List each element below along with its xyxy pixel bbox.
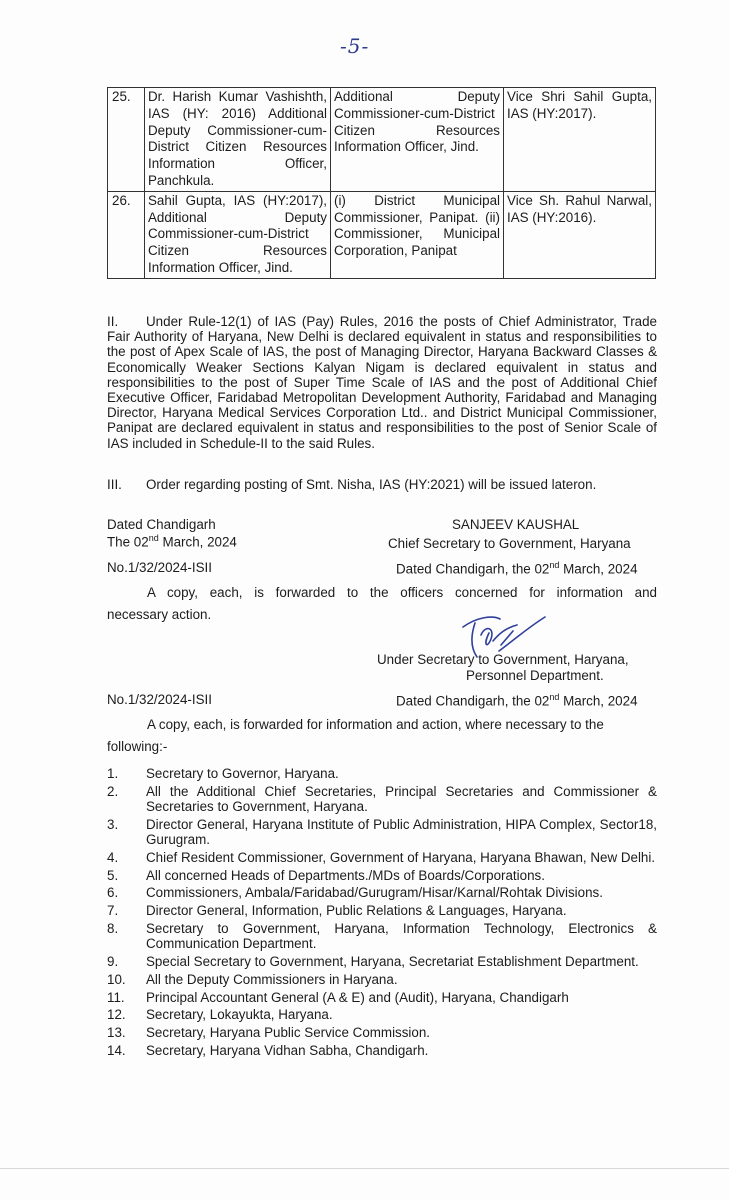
reference-number: No.1/32/2024-ISII <box>107 560 212 575</box>
list-item-number: 7. <box>107 903 119 919</box>
list-item <box>107 850 657 865</box>
list-item <box>107 990 657 1005</box>
under-secretary-title: Under Secretary to Government, Haryana, <box>377 652 629 667</box>
list-item <box>107 1007 657 1022</box>
date-suffix: nd <box>549 692 560 702</box>
list-item-number: 1. <box>107 766 119 781</box>
date-text: Dated Chandigarh, the 02 <box>396 561 550 577</box>
list-item-number: 12. <box>107 1007 126 1023</box>
list-item-number: 5. <box>107 867 119 883</box>
copy-forward-text: A copy, each, is forwarded to the officers concerned for information and <box>147 585 657 600</box>
paragraph-ii <box>107 314 657 451</box>
list-item-text: Commissioners, Ambala/Faridabad/Gurugram/Hisar/Karnal/Rohtak Divisions. <box>146 885 603 901</box>
vice-cell: Vice Sh. Rahul Narwal, IAS (HY:2016). <box>504 191 656 278</box>
paragraph-text: Under Rule-12(1) of IAS (Pay) Rules, 2016 the posts of Chief Administrator, Trade Fair Authority of Haryana, New Delhi is declared equivalent in status and responsibilities to the post of Apex Scale of IAS, the post of Managing Director, Haryana Backward Classes & Economically Weaker Sections Kalyan Nigam is declared equivalent in status and responsibilities to the post of Super Time Scale of IAS and the post of Additional Chief Executive Officer, Faridabad Metropolitan Development Authority, Faridabad and Managing Director, Haryana Medical Services Corporation Ltd.. and District Municipal Commissioner, Panipat are declared equivalent in status and responsibilities to the post of Senior Scale of IAS included in Schedule-II to the said Rules. <box>107 314 657 451</box>
list-item-text: Secretary, Lokayukta, Haryana. <box>146 1007 333 1023</box>
list-item-text: Secretary to Governor, Haryana. <box>146 766 339 781</box>
list-item <box>107 885 657 900</box>
page-number: -5- <box>340 34 370 58</box>
list-item <box>107 1025 657 1040</box>
vice-cell: Vice Shri Sahil Gupta, IAS (HY:2017). <box>504 88 656 192</box>
list-item-number: 3. <box>107 816 119 832</box>
officer-cell: Dr. Harish Kumar Vashishth, IAS (HY: 2016) Additional Deputy Commissioner-cum-District Citizen Resources Information Officer, Panchkula. <box>145 88 331 192</box>
list-item-text: Director General, Haryana Institute of Public Administration, HIPA Complex, Sector18, Gurugram. <box>146 816 657 847</box>
list-item-number: 8. <box>107 920 119 936</box>
date-text: Dated Chandigarh, the 02 <box>396 693 550 709</box>
list-item-number: 14. <box>107 1042 126 1058</box>
page-bottom-rule <box>0 1168 729 1169</box>
list-item-number: 10. <box>107 971 126 987</box>
list-item <box>107 972 657 987</box>
department-name: Personnel Department. <box>466 668 604 683</box>
list-item-text: All the Additional Chief Secretaries, Principal Secretaries and Commissioner & Secretaries to Government, Haryana. <box>146 783 657 814</box>
posting-cell: Additional Deputy Commissioner-cum-District Citizen Resources Information Officer, Jind. <box>331 88 504 192</box>
row-number: 25. <box>108 88 145 192</box>
list-item-number: 2. <box>107 783 119 799</box>
date-suffix: nd <box>148 533 159 543</box>
recipient-list <box>107 766 657 1061</box>
list-item <box>107 954 657 969</box>
list-item <box>107 766 657 781</box>
paragraph-text: Order regarding posting of Smt. Nisha, IAS (HY:2021) will be issued lateron. <box>146 477 597 492</box>
row-number: 26. <box>108 191 145 278</box>
table-row <box>108 88 656 192</box>
reference-number: No.1/32/2024-ISII <box>107 692 212 707</box>
posting-cell: (i) District Municipal Commissioner, Panipat. (ii) Commissioner, Municipal Corporation, Panipat <box>331 191 504 278</box>
list-item-number: 4. <box>107 849 119 865</box>
list-item-text: Principal Accountant General (A & E) and (Audit), Haryana, Chandigarh <box>146 989 569 1005</box>
list-item <box>107 817 657 847</box>
signatory-name: SANJEEV KAUSHAL <box>452 517 580 532</box>
list-item-text: Chief Resident Commissioner, Government of Haryana, Haryana Bhawan, New Delhi. <box>146 849 656 865</box>
paragraph-marker: III. <box>107 477 122 492</box>
copy-forward-text: necessary action. <box>107 607 212 622</box>
list-item-text: Director General, Information, Public Relations & Languages, Haryana. <box>146 903 567 919</box>
list-item-text: Special Secretary to Government, Haryana, Secretariat Establishment Department. <box>146 953 639 969</box>
list-item-number: 6. <box>107 885 119 901</box>
list-item <box>107 868 657 883</box>
list-item-text: All concerned Heads of Departments./MDs of Boards/Corporations. <box>146 867 545 883</box>
list-item-number: 11. <box>107 989 125 1005</box>
list-item-number: 9. <box>107 953 119 969</box>
reference-date <box>396 692 638 708</box>
date-suffix: nd <box>549 560 560 570</box>
dated-place: Dated Chandigarh <box>107 517 216 532</box>
date-text: March, 2024 <box>158 534 237 550</box>
list-item <box>107 1043 657 1058</box>
officer-cell: Sahil Gupta, IAS (HY:2017), Additional Deputy Commissioner-cum-District Citizen Resources Information Officer, Jind. <box>145 191 331 278</box>
date-text: March, 2024 <box>559 693 638 709</box>
table-row <box>108 191 656 278</box>
list-item <box>107 784 657 814</box>
list-item-text: Secretary, Haryana Vidhan Sabha, Chandigarh. <box>146 1042 429 1058</box>
list-item <box>107 903 657 918</box>
signatory-title: Chief Secretary to Government, Haryana <box>388 536 631 551</box>
copy-forward-text: following:- <box>107 739 168 754</box>
list-item-text: Secretary to Government, Haryana, Information Technology, Electronics & Communication Department. <box>146 920 657 952</box>
reference-date <box>396 560 638 576</box>
list-item-text: All the Deputy Commissioners in Haryana. <box>146 971 398 987</box>
dated-date <box>107 533 237 549</box>
list-item-text: Secretary, Haryana Public Service Commission. <box>146 1025 431 1041</box>
list-item-number: 13. <box>107 1025 126 1041</box>
copy-forward-text: A copy, each, is forwarded for information and action, where necessary to the <box>147 717 604 732</box>
paragraph-iii <box>107 477 657 492</box>
posting-table <box>107 87 656 279</box>
date-text: The 02 <box>107 534 149 550</box>
list-item <box>107 921 657 951</box>
date-text: March, 2024 <box>559 561 638 577</box>
paragraph-marker: II. <box>107 314 119 329</box>
